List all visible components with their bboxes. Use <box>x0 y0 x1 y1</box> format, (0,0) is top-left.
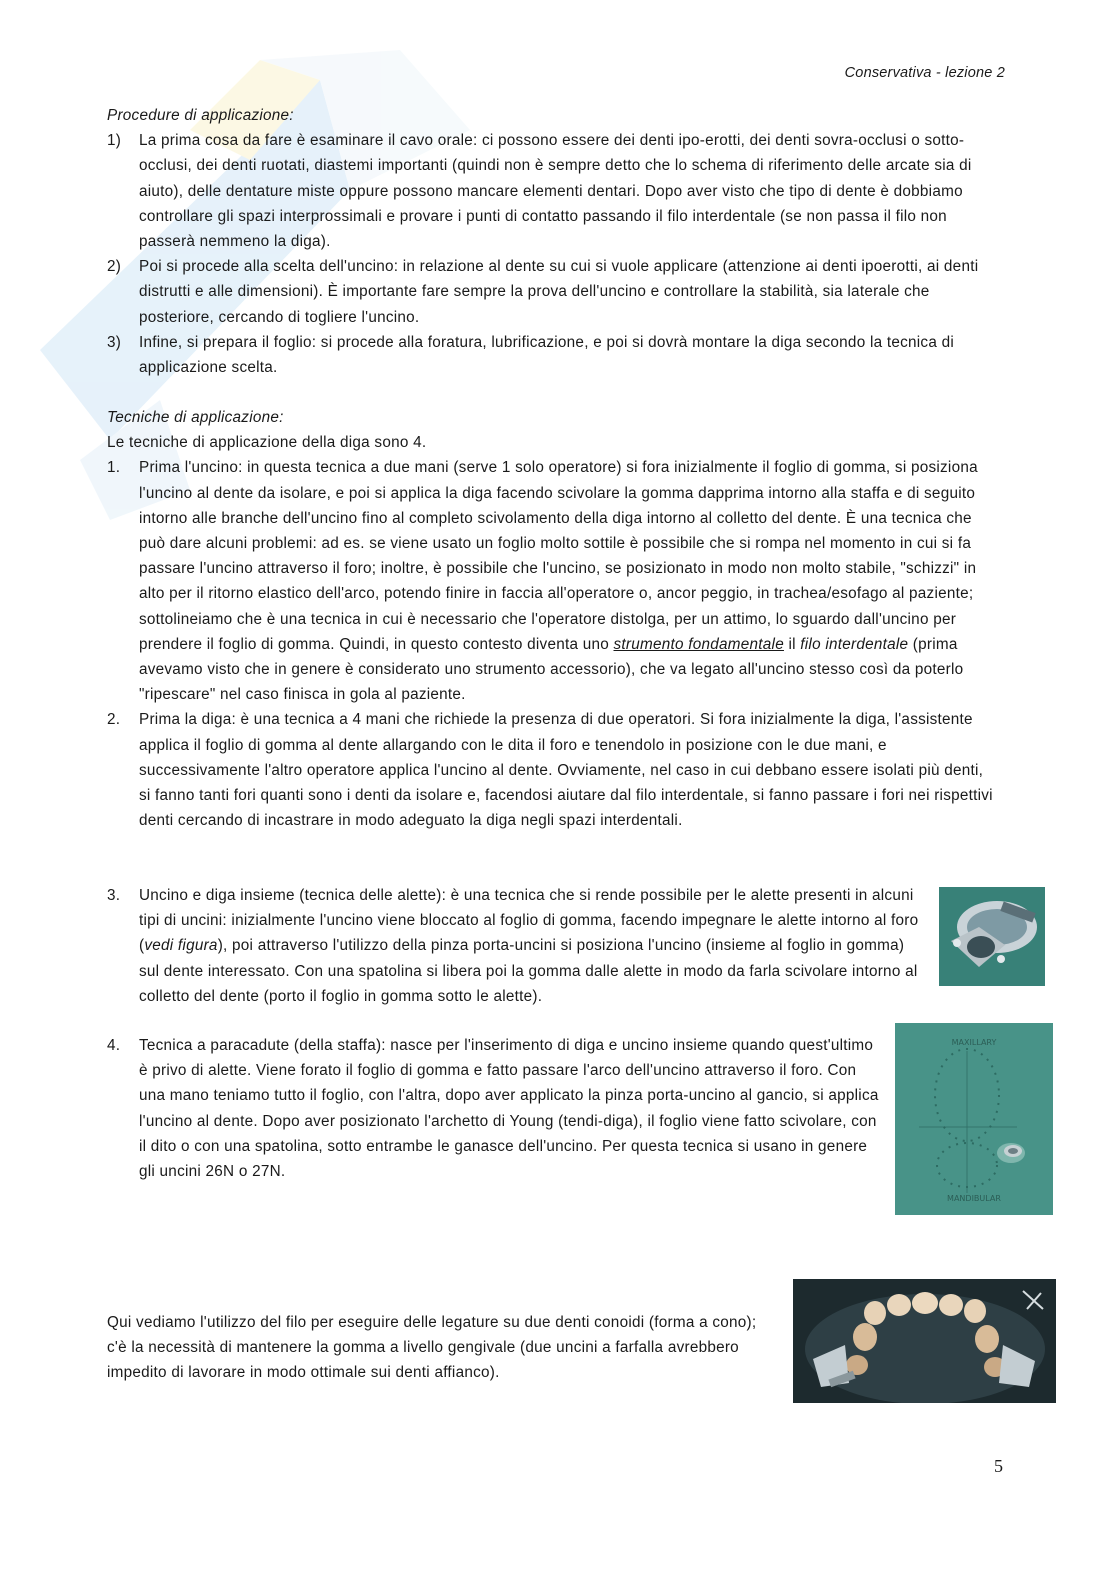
list-number: 1) <box>107 132 122 150</box>
list-text: il <box>783 635 801 653</box>
list-number: 3. <box>107 887 121 904</box>
technique-item-4 <box>107 1033 883 1184</box>
list-text: Prima l'uncino: in questa tecnica a due mani (serve 1 solo operatore) si fora inizialmente il foglio di gomma, si posiziona l'uncino al dente da isolare, e poi si applica la diga facendo scivolare la gomma dapprima intorno alla staffa e di seguito intorno alle branche dell'uncino fino al completo scivolamento della diga intorno al colletto del dente. È una tecnica che può dare alcuni problemi: ad es. se viene usato un foglio molto sottile è possibile che si rompa nel momento in cui si fa passare l'uncino attraverso il foro; inoltre, è possibile che l'uncino, se posizionato in modo non molto stabile, "schizzi" in alto per il ritorno elastico dell'arco, potendo finire in faccia all'operatore o, ancor peggio, in trachea/esofago al paziente; sottolineiamo che è una tecnica in cui è necessario che l'operatore distolga, per un attimo, lo sguardo dall'uncino per prendere il foglio di gomma. Quindi, in questo contesto diventa uno <box>139 459 978 653</box>
list-text: Uncino e diga insieme (tecnica delle alette): è una tecnica che si rende possibile per le alette presenti in alcuni tipi di uncini: inizialmente l'uncino viene bloccato al foglio di gomma, facendo impegnare le alette intorno al foro ( <box>139 887 919 955</box>
list-number: 2. <box>107 711 121 729</box>
list-text: Prima la diga: è una tecnica a 4 mani che richiede la presenza di due operatori. Si fora inizialmente la diga, l'assistente applica il foglio di gomma al dente allargando con le dita il foro e tenendolo in posizione con le due mani, e successivamente l'altro operatore applica l'uncino al dente. Ovviamente, nel caso in cui debbano essere isolati più denti, si fanno tanti fori quanti sono i denti da isolare e, facendosi aiutare dal filo interdentale, si fanno passare i fori nei rispettivi denti cercando di incastrare in modo adeguato la diga negli spazi interdentali. <box>139 711 993 830</box>
list-number: 4. <box>107 1037 121 1054</box>
list-text: La prima cosa da fare è esaminare il cavo orale: ci possono essere dei denti ipo-erotti, dei denti sovra-occlusi o sotto-occlusi, dei denti ruotati, diastemi importanti (quindi non è sempre detto che lo schema di riferimento delle arcate sia di aiuto), delle dentature miste oppure possono mancare elementi dentari. Dopo aver visto che tipo di dente è dobbiamo controllare gli spazi interprossimali e provare i punti di contatto passando il filo interdentale (se non passa il filo non passerà nemmeno la diga). <box>139 132 972 251</box>
list-text: Infine, si prepara il foglio: si procede alla foratura, lubrificazione, e poi si dovrà montare la diga secondo la tecnica di applicazione scelta. <box>139 333 954 377</box>
list-item <box>107 883 925 1009</box>
section-heading: Procedure di applicazione: <box>107 107 294 124</box>
list-item <box>107 128 997 254</box>
list-text: (prima avevamo visto che in genere è considerato uno strumento accessorio), che va legato all'uncino stesso così da poterlo "ripescare" nel caso finisca in gola al paziente. <box>139 635 964 704</box>
emphasis-text: strumento fondamentale <box>613 635 784 653</box>
section-techniques <box>107 405 997 833</box>
list-item <box>107 1033 883 1184</box>
list-item <box>107 254 997 330</box>
ligature-teeth-photo <box>793 1279 1056 1403</box>
list-text: Tecnica a paracadute (della staffa): nasce per l'inserimento di diga e uncino insieme quando quest'ultimo è privo di alette. Viene forato il foglio di gomma e fatto passare l'arco dell'uncino attraverso il foro. Con una mano teniamo tutto il foglio, con l'altra, dopo aver applicato la pinza porta-uncino al gancio, si applica l'uncino al dente. Dopo aver posizionato l'archetto di Young (tendi-diga), il foglio viene fatto scivolare, con il dito o con una spatolina, sotto entrambe le ganasce dell'uncino. Per questa tecnica si usano in genere gli uncini 26N o 27N. <box>139 1037 879 1181</box>
emphasis-text: vedi figura <box>144 937 218 955</box>
technique-item-3 <box>107 883 925 1009</box>
list-number: 3) <box>107 333 122 351</box>
running-header: Conservativa - lezione 2 <box>844 65 1005 81</box>
list-text: Poi si procede alla scelta dell'uncino: in relazione al dente su cui si vuole applicare (attenzione ai denti ipoerotti, ai denti distrutti e alle dimensioni). È importante fare sempre la prova dell'uncino e controllare la stabilità, sia laterale che posteriore, cercando di togliere l'uncino. <box>139 258 979 326</box>
list-text: ), poi attraverso l'utilizzo della pinza porta-uncini si posiziona l'uncino (insieme al foglio in gomma) sul dente interessato. Con una spatolina si libera poi la gomma dalle alette in modo da farla scivolare intorno al colletto del dente (porto il foglio in gomma sotto le alette). <box>139 937 918 1005</box>
list-item <box>107 455 997 707</box>
template-label-bottom: MANDIBULAR <box>947 1194 1001 1203</box>
template-label-top: MAXILLARY <box>951 1038 997 1047</box>
section-heading: Tecniche di applicazione: <box>107 409 284 426</box>
list-number: 2) <box>107 258 122 276</box>
section-procedures <box>107 103 997 380</box>
list-item <box>107 707 997 833</box>
paragraph-text: Qui vediamo l'utilizzo del filo per eseguire delle legature su due denti conoidi (forma a cono); c'è la necessità di mantenere la gomma a livello gengivale (due uncini a farfalla avrebbero impedito di lavorare in modo ottimale sui denti affianco). <box>107 1314 757 1382</box>
list-item <box>107 330 997 380</box>
clamp-wings-photo <box>939 887 1045 986</box>
closing-paragraph <box>107 1310 775 1386</box>
list-number: 1. <box>107 459 121 477</box>
dam-template-photo <box>895 1023 1053 1215</box>
page-number: 5 <box>994 1456 1003 1476</box>
emphasis-text: filo interdentale <box>800 635 909 653</box>
section-intro: Le tecniche di applicazione della diga sono 4. <box>107 434 427 452</box>
